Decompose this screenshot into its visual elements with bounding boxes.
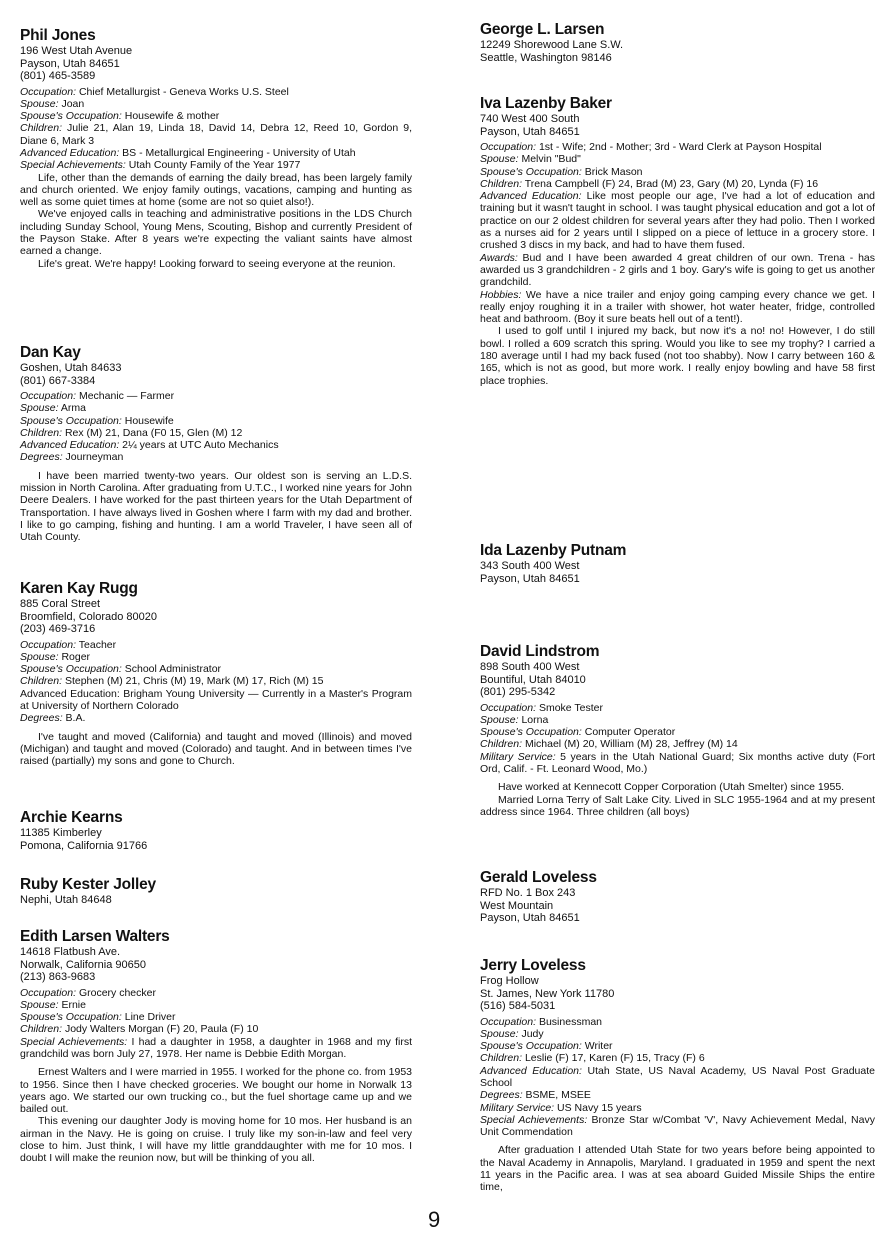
field-label: Children: [20,1023,63,1036]
field-spouse [20,999,412,1011]
address-line: 11385 Kimberley [20,827,102,839]
address-line: 14618 Flatbush Ave. [20,946,121,958]
field-value: Advanced Education: Brigham Young University — Currently in a Master's Program at University of Northern Colorado [20,687,412,712]
entry-dan-kay [20,343,412,544]
field-value: Roger [58,650,91,663]
field-label: Degrees: [480,1089,523,1102]
field-list [480,702,875,776]
field-value: Arma [58,402,86,415]
field-list [20,390,412,464]
field-value: Michael (M) 20, William (M) 28, Jeffrey (M) 14 [522,738,738,751]
field-value: 2¼ years at UTC Auto Mechanics [119,439,279,452]
address-line: 885 Coral Street [20,598,101,610]
field-label: Occupation: [480,701,537,714]
field-spouse [480,714,875,726]
field-value: 5 years in the Utah National Guard; Six months active duty (Fort Ord, Calif. - Ft. Leonard Wood, Mo.) [480,750,875,775]
entry-gerald-loveless [480,868,875,925]
field-special-achievements [20,1036,412,1061]
field-value: Judy [518,1027,544,1040]
field-value: Stephen (M) 21, Chris (M) 19, Mark (M) 17, Rich (M) 15 [62,675,324,688]
field-value: Writer [581,1040,613,1053]
field-occupation [20,987,412,999]
entry-name: Gerald Loveless [480,869,597,886]
field-children [20,675,412,687]
address-line: 898 South 400 West [480,661,580,673]
entry-ruby-kester-jolley [20,875,412,907]
address-line: Bountiful, Utah 84010 [480,673,586,686]
address-line: Payson, Utah 84651 [20,57,120,70]
field-value: Bronze Star w/Combat 'V', Navy Achievement Medal, Navy Unit Commendation [480,1113,875,1139]
field-value: School Administrator [121,663,222,676]
field-value: US Navy 15 years [554,1101,642,1114]
field-label: Special Achievements: [20,1035,128,1048]
entry-name: Jerry Loveless [480,957,586,974]
field-value: Like most people our age, I've had a lot of education and training but it wasn't taught in school. I was taught physical education and got a lot of practice on our 2 oldest children for several years after they had polio. Then I worked as a nurses aid for 2 years until I slipped on a piece of lettuce in a grocery store. I crushed 3 discs in my back, and had to have them fused. [480,190,875,252]
field-label: Children: [20,122,63,135]
bio-paragraph: This evening our daughter Jody is moving home for 10 mos. Her husband is an airman in the Navy. He is going on cruise. I truly like my son-in-law and feel very close to him. Just think, I will have my little granddaughter with me for 10 mos. I doubt I will make the reunion now, but will be thinking of you all. [20,1115,412,1165]
field-label: Spouse's Occupation: [480,165,582,178]
field-spouse-occupation [20,110,412,122]
address-line: 343 South 400 West [480,560,580,572]
entry-iva-lazenby-baker [480,94,875,387]
field-degrees [20,451,412,463]
entry-karen-kay-rugg [20,579,412,767]
address-line: West Mountain [480,899,554,912]
entry-name: Phil Jones [20,27,96,44]
page-number: 9 [428,1207,441,1232]
field-value: Joan [58,97,85,110]
field-label: Spouse: [480,1027,519,1040]
field-label: Advanced Education: [20,146,120,159]
address-line: Seattle, Washington 98146 [480,51,612,64]
field-label: Occupation: [20,986,77,999]
entry-name: Karen Kay Rugg [20,580,138,597]
field-value: Line Driver [121,1011,176,1024]
field-occupation [480,1016,875,1028]
field-occupation [480,141,875,153]
field-spouse-occupation [480,1040,875,1052]
field-spouse-occupation [20,1011,412,1023]
address-line: Goshen, Utah 84633 [20,362,122,374]
field-label: Special Achievements: [480,1113,588,1126]
field-value: B.A. [62,712,86,725]
field-awards [480,252,875,289]
field-value: Leslie (F) 17, Karen (F) 15, Tracy (F) 6 [522,1052,705,1065]
entry-name: Dan Kay [20,344,81,361]
entry-name: George L. Larsen [480,21,605,38]
field-spouse [480,153,875,165]
field-label: Degrees: [20,712,63,725]
field-spouse [20,98,412,110]
address-line: (213) 863-9683 [20,971,96,983]
field-value: Ernie [58,998,86,1011]
field-list [20,639,412,725]
field-value: Lorna [518,713,549,726]
address-line: Nephi, Utah 84648 [20,894,112,906]
field-list [480,141,875,325]
bio-paragraph: After graduation I attended Utah State for two years before being appointed to the Naval Academy in Annapolis, Maryland. I graduated in 1959 and spent the next 11 years in the Pacific area. I was at sea aboard Guided Missile Ships the entire time, [480,1144,875,1194]
entry-archie-kearns [20,808,412,852]
address-line: (801) 465-3589 [20,70,96,82]
field-occupation [20,390,412,402]
address-line: (203) 469-3716 [20,623,96,635]
field-value: BSME, MSEE [522,1089,591,1102]
field-value: Trena Campbell (F) 24, Brad (M) 23, Gary (M) 20, Lynda (F) 16 [522,177,819,190]
field-military-service [480,1102,875,1114]
field-advanced-education [20,439,412,451]
field-list [20,86,412,172]
entry-george-l-larsen [480,20,875,64]
field-spouse [20,651,412,663]
address-line: (516) 584-5031 [480,1000,556,1012]
bio-paragraph: Have worked at Kennecott Copper Corporation (Utah Smelter) since 1955. [498,781,845,794]
entry-name: David Lindstrom [480,643,600,660]
field-value: Utah State, US Naval Academy, US Naval Post Graduate School [480,1064,875,1089]
field-spouse-occupation [20,663,412,675]
field-value: Rex (M) 21, Dana (F0 15, Glen (M) 12 [62,426,243,439]
address-line: (801) 295-5342 [480,686,556,698]
field-value: Housewife [121,414,174,427]
field-value: Businessman [536,1015,602,1028]
address-line: Pomona, California 91766 [20,839,148,852]
field-label: Advanced Education: [20,439,120,452]
field-label: Special Achievements: [20,159,126,172]
field-degrees [20,712,412,724]
address-line: Payson, Utah 84651 [480,125,580,138]
entry-name: Ruby Kester Jolley [20,876,156,893]
bio-paragraph: Married Lorna Terry of Salt Lake City. Lived in SLC 1955-1964 and at my present address since 1964. Three children (all boys) [480,793,875,818]
field-label: Children: [480,738,523,751]
field-label: Spouse's Occupation: [20,414,122,427]
field-special-achievements [480,1114,875,1139]
field-value: We have a nice trailer and enjoy going camping every chance we get. I really enjoy roughing it in a trailer with shower, hot water heater, fridge, controlled heat and bathroom. (Boy it sure beats hell out of a tent!). [480,288,875,326]
field-spouse [20,402,412,414]
entry-name: Iva Lazenby Baker [480,95,612,112]
field-value: I had a daughter in 1958, a daughter in 1968 and my first grandchild was born July 27, 1978. Her name is Debbie Edith Morgan. [20,1035,412,1060]
field-label: Occupation: [20,85,77,98]
field-advanced-education [480,190,875,251]
field-advanced-education [20,688,412,713]
field-value: Brick Mason [581,165,643,178]
field-label: Spouse: [20,650,59,663]
field-value: Julie 21, Alan 19, Linda 18, David 14, Debra 12, Reed 10, Gordon 9, Diane 6, Mark 3 [20,122,412,147]
bio-paragraph: I've taught and moved (California) and taught and moved (Illinois) and moved (Michigan) and taught and moved (Colorado) and taught. And in between times I've raised (partially) my sons and gone to Church. [20,730,412,768]
bio-paragraph: Life, other than the demands of earning the daily bread, has been largely family and church oriented. We enjoy family outings, vacations, camping and hunting as well as some quiet times at home (some are not so quiet also!). [20,171,412,209]
entry-name: Ida Lazenby Putnam [480,542,627,559]
field-children [20,122,412,147]
field-label: Occupation: [480,141,537,153]
field-label: Children: [480,177,523,190]
field-label: Spouse's Occupation: [20,110,122,123]
bio-paragraph: Ernest Walters and I were married in 1955. I worked for the phone co. from 1953 to 1956. Since then I have checked groceries. We bought our home in Norwalk 13 years ago. We started our own trucking co., but the fuel shortage came up and we bailed out. [20,1066,412,1116]
entry-ida-lazenby-putnam [480,541,875,585]
bio-paragraph: Life's great. We're happy! Looking forward to seeing everyone at the reunion. [38,257,396,270]
field-value: Journeyman [62,451,124,464]
field-value: 1st - Wife; 2nd - Mother; 3rd - Ward Clerk at Payson Hospital [536,141,822,153]
bio-paragraph: I have been married twenty-two years. Our oldest son is serving an L.D.S. mission in North Carolina. After graduating from U.T.C., I worked nine years for John Deere Dealers. I have worked for the past thirteen years for the Utah Department of Transportation. I have always lived in Goshen where I farm with my dad and brother. I like to go camping, fishing and hunting. I am a world Traveler, I have seen all of Utah County. [20,469,412,544]
field-advanced-education [480,1065,875,1090]
field-label: Spouse: [20,402,59,415]
address-line: (801) 667-3384 [20,374,96,387]
field-occupation [480,702,875,714]
field-label: Degrees: [20,451,63,464]
field-label: Spouse's Occupation: [20,1011,122,1024]
field-children [480,178,875,190]
field-occupation [20,639,412,651]
field-label: Spouse: [20,998,59,1011]
field-hobbies [480,289,875,326]
field-advanced-education [20,147,412,159]
field-label: Occupation: [20,638,77,651]
field-value: Chief Metallurgist - Geneva Works U.S. Steel [76,85,289,98]
field-value: Melvin "Bud" [518,153,581,166]
bio-paragraph: We've enjoyed calls in teaching and administrative positions in the LDS Church including Sunday School, Young Mens, Scouting, Bishop and currently President of the Payson Stake. After 8 years we're expecting the valiant saints have almost earned a change. [20,208,412,258]
address-line: Payson, Utah 84651 [480,912,580,924]
field-spouse [480,1028,875,1040]
field-occupation [20,86,412,98]
field-label: Spouse's Occupation: [480,1040,582,1053]
field-label: Military Service: [480,750,556,763]
field-spouse-occupation [20,415,412,427]
field-children [480,1052,875,1064]
field-list [20,987,412,1061]
address-line: Norwalk, California 90650 [20,958,146,971]
field-value: Grocery checker [76,986,156,999]
entry-name: Archie Kearns [20,809,123,826]
address-line: 12249 Shorewood Lane S.W. [480,39,624,51]
address-line: St. James, New York 11780 [480,987,615,1000]
address-line: Frog Hollow [480,975,539,987]
field-spouse-occupation [480,166,875,178]
field-label: Children: [480,1052,523,1065]
field-degrees [480,1089,875,1101]
field-label: Children: [20,675,63,688]
entry-edith-larsen-walters [20,927,412,1165]
entry-jerry-loveless [480,956,875,1194]
address-line: 740 West 400 South [480,113,580,125]
field-value: Teacher [76,638,117,651]
field-value: Housewife & mother [121,110,220,123]
address-line: 196 West Utah Avenue [20,45,133,57]
field-label: Spouse: [20,97,59,110]
field-label: Children: [20,426,63,439]
entry-name: Edith Larsen Walters [20,928,170,945]
field-label: Hobbies: [480,288,522,301]
field-label: Military Service: [480,1101,555,1114]
field-value: Computer Operator [581,726,676,739]
field-spouse-occupation [480,726,875,738]
field-label: Spouse: [480,713,519,726]
bio-paragraph: I used to golf until I injured my back, but now it's a no! no! However, I do still bowl. I rolled a 609 scratch this spring. Would you like to see my trophy? I carried a 180 average until I had my back fused (not too shabby). Now I carry between 160 & 165, which is not as good, but more work. I really enjoy bowling and have 58 first place trophies. [480,325,875,387]
field-value: Smoke Tester [536,701,603,714]
field-label: Spouse: [480,153,519,166]
field-label: Occupation: [480,1015,537,1028]
field-value: Utah County Family of the Year 1977 [125,159,301,172]
entry-david-lindstrom [480,642,875,818]
field-special-achievements [20,159,412,171]
address-line: Payson, Utah 84651 [480,572,580,585]
field-children [480,738,875,750]
field-label: Advanced Education: [480,190,582,203]
field-value: Bud and I have been awarded 4 great children of our own. Trena - has awarded us 3 grandchildren - 2 girls and 1 boy. Gary's wife is going to get us another grandchild. [480,251,875,289]
field-label: Spouse's Occupation: [480,726,582,739]
field-value: Jody Walters Morgan (F) 20, Paula (F) 10 [62,1023,259,1036]
field-list [480,1016,875,1139]
field-children [20,427,412,439]
address-line: Broomfield, Colorado 80020 [20,610,157,623]
field-children [20,1023,412,1035]
field-value: Mechanic — Farmer [76,390,175,402]
field-military-service [480,751,875,776]
field-label: Advanced Education: [480,1064,582,1077]
entry-phil-jones [20,26,412,270]
field-label: Awards: [480,251,518,264]
address-line: RFD No. 1 Box 243 [480,887,576,899]
field-label: Occupation: [20,390,77,402]
field-value: BS - Metallurgical Engineering - University of Utah [119,146,356,159]
field-label: Spouse's Occupation: [20,663,122,676]
